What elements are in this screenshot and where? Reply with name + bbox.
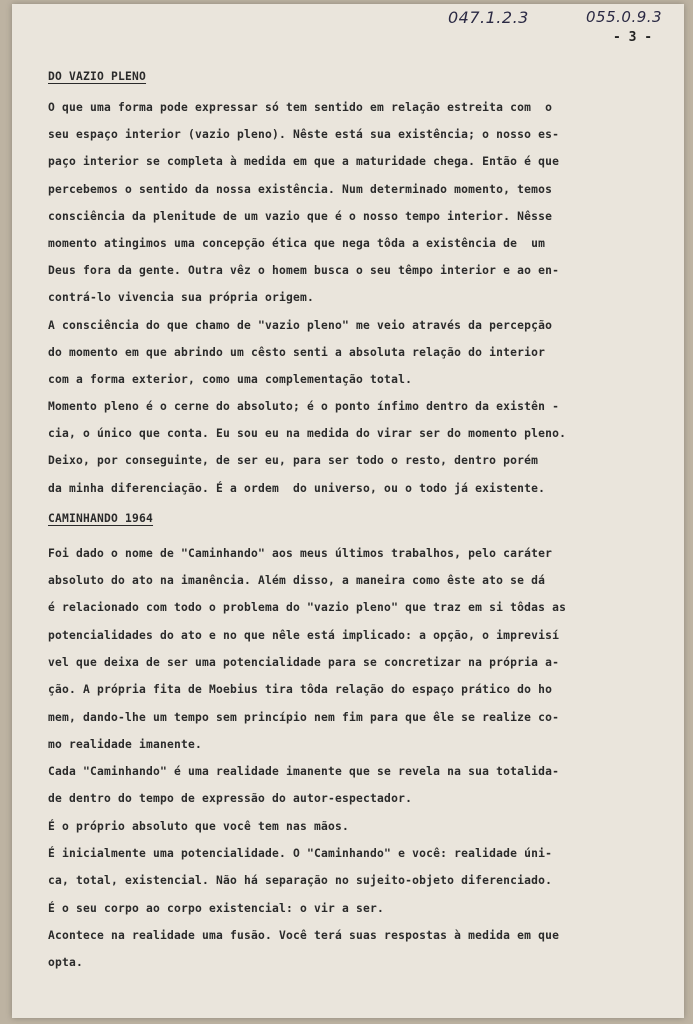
text-line: É inicialmente uma potencialidade. O "Caminhando" e você: realidade úni- (48, 847, 553, 861)
section-heading: CAMINHANDO 1964 (48, 511, 154, 525)
text-line: vel que deixa de ser uma potencialidade para se concretizar na própria a- (48, 656, 560, 669)
section-text (48, 540, 680, 977)
text-line: opta. (48, 956, 84, 970)
page-number: - 3 - (613, 30, 653, 45)
text-line: Cada "Caminhando" é uma realidade imanente que se revela na sua totalida- (48, 765, 560, 779)
text-line: ca, total, existencial. Não há separação no sujeito-objeto diferenciado. (48, 874, 553, 888)
text-line: do momento em que abrindo um cêsto senti a absoluta relação do interior (48, 345, 546, 359)
text-line: absoluto do ato na imanência. Além disso, a maneira como êste ato se dá (48, 574, 546, 588)
section-text (48, 94, 680, 502)
text-line: É o próprio absoluto que você tem nas mãos. (48, 819, 350, 833)
text-line: Foi dado o nome de "Caminhando" aos meus últimos trabalhos, pelo caráter (48, 546, 553, 560)
text-line: Deus fora da gente. Outra vêz o homem busca o seu têmpo interior e ao en- (48, 264, 560, 278)
text-line: cia, o único que conta. Eu sou eu na medida do virar ser do momento pleno. (48, 427, 567, 441)
section-caminhando (48, 502, 680, 977)
text-line: da minha diferenciação. É a ordem do universo, ou o todo já existente. (48, 481, 546, 495)
text-line: consciência da plenitude de um vazio que é o nosso tempo interior. Nêsse (48, 209, 553, 223)
archive-reference-left: 047.1.2.3 (448, 8, 529, 27)
text-line: percebemos o sentido da nossa existência. Num determinado momento, temos (48, 182, 553, 196)
text-line: A consciência do que chamo de "vazio pleno" me veio através da percepção (48, 318, 553, 332)
text-line: seu espaço interior (vazio pleno). Nêste está sua existência; o nosso es- (48, 128, 560, 142)
text-line: é relacionado com todo o problema do "vazio pleno" que traz em si tôdas as (48, 601, 567, 615)
text-line: mem, dando-lhe um tempo sem princípio nem fim para que êle se realize co- (48, 710, 560, 724)
text-line: de dentro do tempo de expressão do autor-espectador. (48, 792, 413, 806)
text-line: momento atingimos uma concepção ética que nega tôda a existência de um (48, 236, 546, 250)
text-line: potencialidades do ato e no que nêle está implicado: a opção, o imprevisí (48, 628, 560, 642)
text-line: mo realidade imanente. (48, 737, 203, 751)
text-line: É o seu corpo ao corpo existencial: o vir a ser. (48, 901, 385, 915)
text-line: Momento pleno é o cerne do absoluto; é o ponto ínfimo dentro da existên - (48, 400, 560, 414)
section-heading: DO VAZIO PLENO (48, 70, 147, 83)
text-line: ção. A própria fita de Moebius tira tôda relação do espaço prático do ho (48, 683, 553, 697)
archive-reference-right: 055.0.9.3 (586, 8, 663, 26)
document-body (48, 66, 680, 977)
text-line: contrá-lo vivencia sua própria origem. (48, 291, 315, 305)
text-line: Deixo, por conseguinte, de ser eu, para ser todo o resto, dentro porém (48, 454, 539, 468)
text-line: paço interior se completa à medida em que a maturidade chega. Então é que (48, 155, 560, 169)
text-line: Acontece na realidade uma fusão. Você terá suas respostas à medida em que (48, 928, 560, 942)
text-line: O que uma forma pode expressar só tem sentido em relação estreita com o (48, 101, 553, 114)
typewritten-page (12, 4, 684, 1018)
section-vazio-pleno (48, 66, 680, 502)
text-line: com a forma exterior, como uma complementação total. (48, 372, 413, 386)
